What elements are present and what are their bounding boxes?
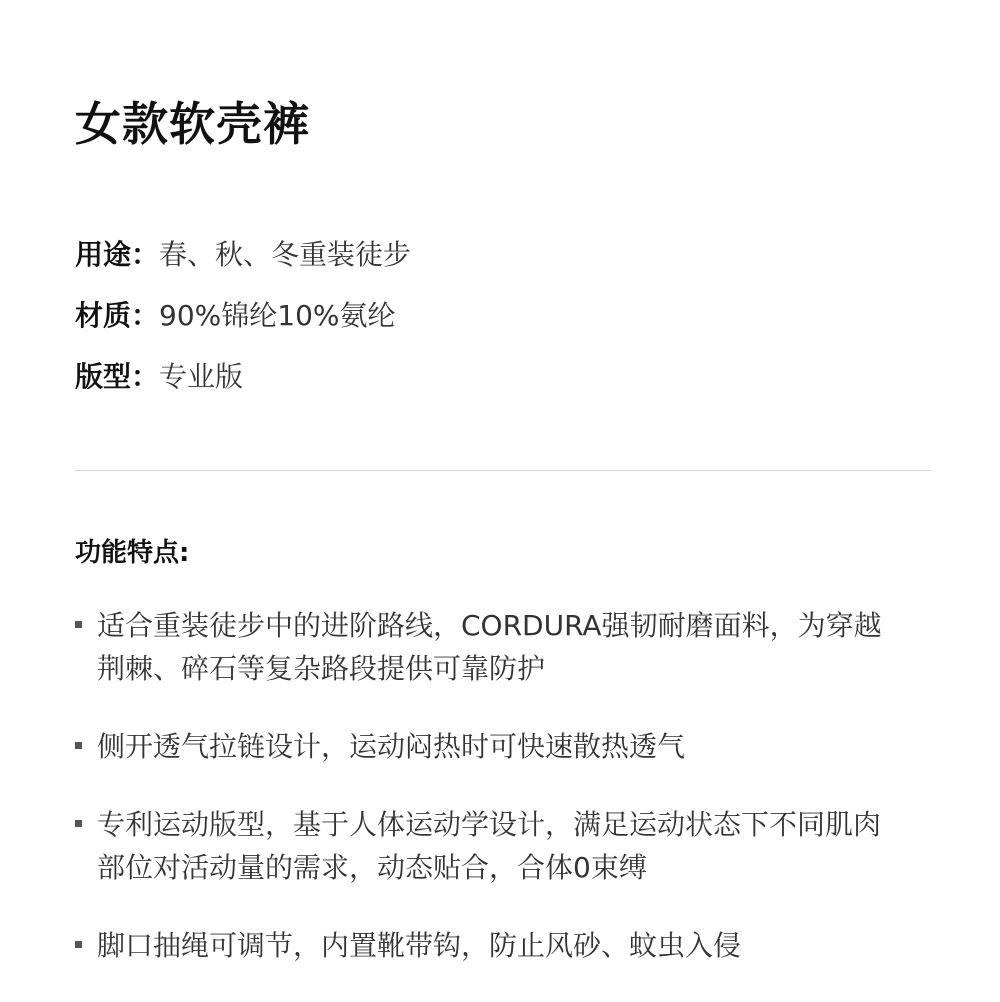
feature-text: 适合重装徒步中的进阶路线，CORDURA强韧耐磨面料，为穿越荆棘、碎石等复杂路段提供可靠防护 <box>97 609 882 685</box>
spec-value-fit: 专业版 <box>159 360 244 393</box>
spec-row-fit <box>75 350 935 411</box>
product-title: 女款软壳裤 <box>75 97 310 151</box>
feature-item <box>75 725 935 768</box>
square-bullet-icon <box>75 820 82 827</box>
feature-text: 脚口抽绳可调节，内置靴带钩，防止风砂、蚊虫入侵 <box>97 929 742 962</box>
spec-row-usage <box>75 228 935 289</box>
square-bullet-icon <box>75 742 82 749</box>
feature-list <box>75 604 935 1002</box>
features-heading: 功能特点: <box>75 538 190 568</box>
section-divider <box>75 470 931 471</box>
feature-item <box>75 924 935 967</box>
spec-label-material: 材质： <box>75 299 160 332</box>
feature-text: 侧开透气拉链设计，运动闷热时可快速散热透气 <box>97 730 686 763</box>
spec-label-usage: 用途： <box>75 238 160 271</box>
spec-value-usage: 春、秋、冬重装徒步 <box>159 238 412 271</box>
feature-text: 专利运动版型，基于人体运动学设计，满足运动状态下不同肌肉部位对活动量的需求，动态贴合，合体0束缚 <box>97 808 882 884</box>
square-bullet-icon <box>75 941 82 948</box>
feature-item <box>75 803 935 889</box>
spec-label-fit: 版型： <box>75 360 160 393</box>
spec-row-material <box>75 289 935 350</box>
square-bullet-icon <box>75 621 82 628</box>
feature-item <box>75 604 935 690</box>
spec-value-material: 90%锦纶10%氨纶 <box>159 299 396 332</box>
spec-list <box>75 228 935 411</box>
